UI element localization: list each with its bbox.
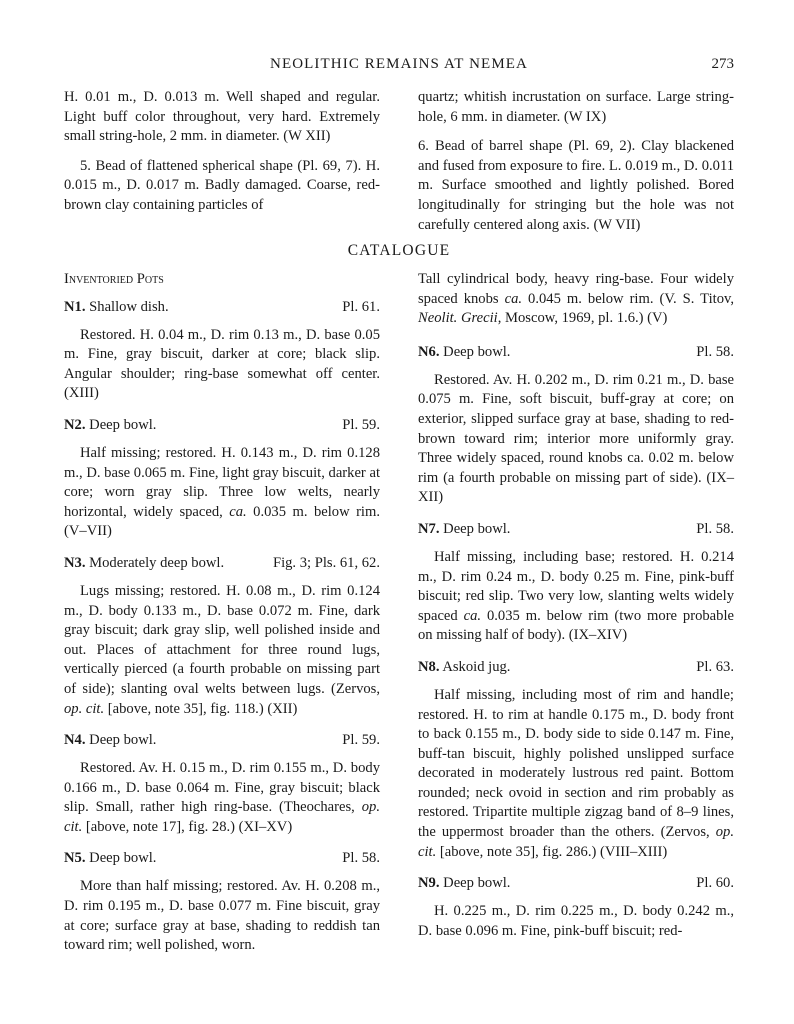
bead-4-continued: H. 0.01 m., D. 0.013 m. Well shaped and regular. Light buff color throughout, very hard. Extremely small string-hole, 2 mm. in diameter. (W XII): [64, 89, 380, 145]
entry-n5-heading: [64, 849, 380, 869]
bead-6-entry: 6. Bead of barrel shape (Pl. 69, 2). Clay blackened and fused from exposure to fire. L. 0.019 m., D. 0.011 m. Surface smoothed and lightly polished. Bored longitudinally for stringing but the hole was not carefully centered along axis. (W VII): [418, 138, 734, 233]
entry-name: Moderately deep bowl.: [89, 554, 225, 571]
plate-reference: Pl. 59.: [342, 416, 380, 433]
entry-n5-continued: Tall cylindrical body, heavy ring-base. Four widely spaced knobs ca. 0.045 m. below rim. (V. S. Titov, Neolit. Grecii, Moscow, 1969, pl. 1.6.) (V): [418, 271, 734, 327]
entry-name: Deep bowl.: [89, 732, 157, 749]
entry-number: N3.: [64, 554, 86, 571]
bead-5-entry: 5. Bead of flattened spherical shape (Pl. 69, 7). H. 0.015 m., D. 0.017 m. Badly damaged. Coarse, red-brown clay containing particles of: [64, 157, 380, 213]
plate-reference: Pl. 59.: [342, 732, 380, 749]
plate-reference: Pl. 58.: [696, 343, 734, 360]
inventoried-pots-subheading: Inventoried Pots: [64, 271, 164, 287]
plate-reference: Pl. 63.: [696, 658, 734, 675]
entry-n3-heading: [64, 554, 380, 574]
top-left-column: [64, 88, 380, 226]
entry-number: N6.: [418, 343, 440, 360]
catalogue-left-column: [64, 270, 380, 968]
plate-reference: Pl. 60.: [696, 875, 734, 892]
entry-number: N1.: [64, 298, 86, 315]
entry-number: N9.: [418, 875, 440, 892]
bead-5-continued: quartz; whitish incrustation on surface. Large string-hole, 6 mm. in diameter. (W IX): [418, 89, 734, 125]
page-number: 273: [711, 56, 734, 72]
entry-name: Deep bowl.: [443, 343, 511, 360]
plate-reference: Pl. 61.: [342, 298, 380, 315]
entry-name: Shallow dish.: [89, 298, 169, 315]
entry-number: N8.: [418, 658, 440, 675]
entry-n1-body: Restored. H. 0.04 m., D. rim 0.13 m., D. base 0.05 m. Fine, gray biscuit, darker at core; black slip. Angular shoulder; ring-base somewhat off center. (XIII): [64, 326, 380, 402]
entry-name: Deep bowl.: [89, 416, 157, 433]
entry-n7-heading: [418, 520, 734, 540]
entry-n2-body: Half missing; restored. H. 0.143 m., D. rim 0.128 m., D. base 0.065 m. Fine, light gray biscuit, darker at core; worn gray slip. Three low welts, nearly horizontal, widely spaced, ca. 0.035 m. below rim. (V–VII): [64, 444, 380, 540]
plate-reference: Pl. 58.: [696, 520, 734, 537]
entry-n8-heading: [418, 658, 734, 678]
entry-number: N7.: [418, 520, 440, 537]
running-head: [64, 56, 734, 76]
catalogue-heading: CATALOGUE: [347, 242, 451, 259]
plate-reference: Fig. 3; Pls. 61, 62.: [272, 554, 380, 571]
entry-n4-body: Restored. Av. H. 0.15 m., D. rim 0.155 m., D. body 0.166 m., D. base 0.064 m. Fine, gray biscuit; black slip. Small, rather high ring-base. (Theochares, op. cit. [above, note 17], fig. 28.) (XI–XV): [64, 760, 380, 835]
entry-number: N4.: [64, 732, 86, 749]
entry-n8-body: Half missing, including most of rim and handle; restored. H. to rim at handle 0.175 m., D. body front to back 0.155 m., D. body side to side 0.147 m. Fine, buff-tan biscuit, highly polished unslipped surface decorated in moderately lustrous red paint. Bottom rounded; neck ovoid in section and rim probably as restored. Tripartite multiple zigzag band of 8–9 lines, the uppermost broader than the others. (Zervos, op. cit. [above, note 35], fig. 286.) (VIII–XIII): [418, 686, 734, 860]
entry-n4-heading: [64, 731, 380, 751]
entry-n6-heading: [418, 343, 734, 363]
entry-name: Deep bowl.: [443, 520, 511, 537]
entry-n7-body: Half missing, including base; restored. H. 0.214 m., D. rim 0.24 m., D. body 0.25 m. Fine, pink-buff biscuit; red slip. Two very low, slanting welts widely spaced ca. 0.035 m. below rim (two more probable on missing half of body). (IX–XIV): [418, 548, 734, 644]
entry-n5-body: More than half missing; restored. Av. H. 0.208 m., D. rim 0.195 m., D. base 0.077 m. Fine biscuit, gray at core; surface gray at base, shading to reddish tan toward rim; well polished, worn.: [64, 878, 380, 954]
entry-name: Deep bowl.: [89, 850, 157, 867]
entry-n3-body: Lugs missing; restored. H. 0.08 m., D. rim 0.124 m., D. body 0.133 m., D. base 0.072 m. Fine, dark gray biscuit; dark gray slip, well polished inside and out. Places of attachment for three round lugs, vertically pierced (a fourth probable on missing part of side); slanting oval welts between lugs. (Zervos, op. cit. [above, note 35], fig. 118.) (XII): [64, 582, 380, 717]
entry-n9-heading: [418, 874, 734, 894]
running-title: NEOLITHIC REMAINS AT NEMEA: [270, 56, 528, 72]
entry-n9-body: H. 0.225 m., D. rim 0.225 m., D. body 0.242 m., D. base 0.096 m. Fine, pink-buff biscuit; red-: [418, 903, 734, 939]
entry-name: Deep bowl.: [443, 875, 511, 892]
entry-n6-body: Restored. Av. H. 0.202 m., D. rim 0.21 m., D. base 0.075 m. Fine, soft biscuit, buff-gray at core; on exterior, slipped surface gray at base, shading to red-brown toward rim; interior more uniformly gray. Three widely spaced, round knobs ca. 0.02 m. below rim (a fourth probable on missing part of side). (IX–XII): [418, 371, 734, 506]
entry-name: Askoid jug.: [442, 658, 511, 675]
entry-n1-heading: [64, 298, 380, 318]
plate-reference: Pl. 58.: [342, 850, 380, 867]
entry-n2-heading: [64, 416, 380, 436]
entry-number: N5.: [64, 850, 86, 867]
catalogue-right-column: [418, 270, 734, 953]
top-right-column: [418, 88, 734, 245]
entry-number: N2.: [64, 416, 86, 433]
